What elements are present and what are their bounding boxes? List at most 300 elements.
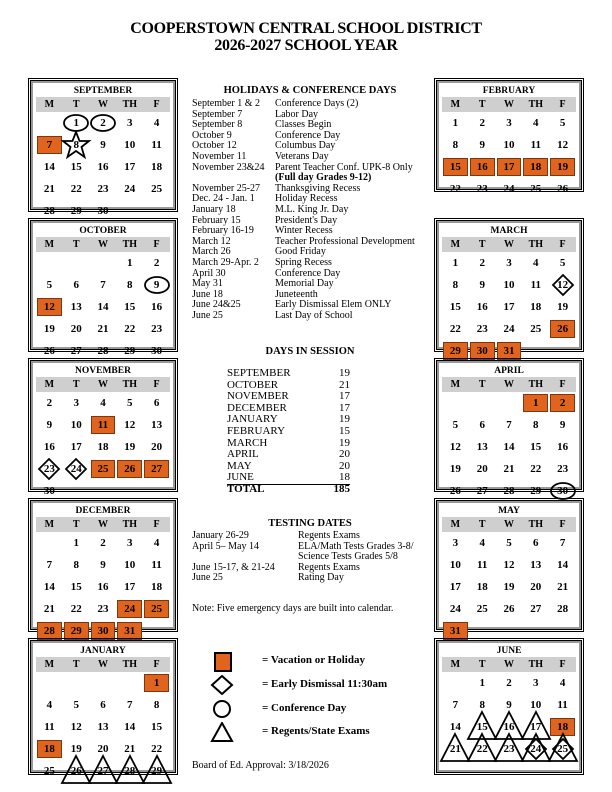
- weekday-label: W: [503, 379, 514, 390]
- list-label: March 29-Apr. 2: [192, 257, 259, 268]
- day-number: 14: [43, 161, 55, 173]
- week-row: [442, 414, 576, 436]
- day-number: 18: [97, 441, 109, 453]
- day-number: 19: [70, 743, 82, 755]
- day-number: 5: [559, 117, 566, 129]
- weekday-label: F: [153, 519, 160, 530]
- day-cell: [116, 392, 143, 414]
- list-label: September 7: [192, 108, 243, 120]
- month-title: APRIL: [494, 366, 524, 376]
- day-number: 7: [452, 699, 459, 711]
- week-row: [36, 576, 170, 598]
- list-value: Early Dismissal Elem ONLY: [275, 299, 392, 311]
- weekday-header: [442, 237, 576, 252]
- day-cell: [63, 134, 90, 156]
- day-cell: [522, 178, 549, 200]
- day-number: 7: [559, 537, 566, 549]
- week-row: [36, 760, 170, 782]
- list-value: Rating Day: [298, 572, 344, 584]
- weekday-label: F: [153, 379, 160, 390]
- day-number: 8: [73, 559, 79, 571]
- day-number: 9: [559, 419, 566, 431]
- day-cell: [90, 112, 117, 134]
- day-number: 10: [124, 559, 136, 571]
- day-number: 13: [476, 441, 488, 453]
- weekday-label: T: [72, 379, 80, 390]
- day-number: 8: [452, 279, 459, 291]
- day-number: 11: [530, 139, 541, 151]
- day-cell: [469, 576, 496, 598]
- day-number: 20: [151, 441, 163, 453]
- day-cell: [63, 576, 90, 598]
- list-value: (Full day Grades 9-12): [275, 172, 372, 184]
- day-number: 23: [151, 323, 163, 335]
- day-number: 10: [449, 559, 461, 571]
- day-number: 16: [43, 441, 55, 453]
- day-cell: [63, 274, 90, 296]
- day-cell: [116, 178, 143, 200]
- month-may: [434, 498, 584, 637]
- week-row: [442, 738, 576, 760]
- legend-label: = Vacation or Holiday: [262, 654, 365, 666]
- day-cell: [116, 156, 143, 178]
- day-cell: [496, 576, 523, 598]
- day-number: 25: [151, 603, 163, 615]
- testing-title: TESTING DATES: [268, 518, 352, 529]
- day-number: 9: [153, 279, 160, 291]
- weekday-label: F: [559, 659, 566, 670]
- day-cell: [63, 532, 90, 554]
- day-cell: [116, 414, 143, 436]
- list-label: June 25: [192, 572, 223, 584]
- day-cell: [469, 112, 496, 134]
- week-row: [36, 716, 170, 738]
- day-number: 11: [151, 139, 162, 151]
- day-number: 26: [70, 765, 82, 777]
- day-cell: [469, 672, 496, 694]
- weekday-header: [36, 517, 170, 532]
- day-cell: [90, 414, 117, 436]
- weekday-label: M: [44, 379, 55, 390]
- weekday-label: W: [503, 99, 514, 110]
- day-number: 31: [124, 625, 136, 637]
- empty-cell: [442, 392, 469, 414]
- day-number: 31: [503, 345, 515, 357]
- day-cell: [442, 436, 469, 458]
- day-number: 10: [124, 139, 136, 151]
- weekday-label: TH: [528, 99, 544, 110]
- day-cell: [549, 112, 576, 134]
- day-number: 18: [151, 161, 163, 173]
- day-cell: [469, 296, 496, 318]
- day-number: 5: [46, 279, 53, 291]
- day-cell: [442, 554, 469, 576]
- day-cell: [36, 296, 63, 318]
- day-cell: [143, 694, 170, 716]
- day-cell: [522, 134, 549, 156]
- day-cell: [522, 156, 549, 178]
- day-cell: [90, 436, 117, 458]
- weekday-header: [442, 657, 576, 672]
- day-cell: [442, 598, 469, 620]
- week-row: [442, 576, 576, 598]
- day-number: 12: [43, 301, 55, 313]
- day-number: 1: [73, 117, 79, 129]
- day-number: 12: [70, 721, 82, 733]
- day-cell: [143, 274, 170, 296]
- day-cell: [522, 112, 549, 134]
- day-cell: [469, 318, 496, 340]
- day-cell: [90, 274, 117, 296]
- day-cell: [116, 458, 143, 480]
- day-number: 25: [557, 743, 569, 755]
- day-number: 14: [503, 441, 515, 453]
- weekday-label: M: [44, 519, 55, 530]
- day-number: 9: [46, 419, 53, 431]
- day-number: 4: [559, 677, 566, 689]
- day-number: 19: [449, 463, 461, 475]
- day-number: 25: [530, 183, 542, 195]
- weekday-label: T: [72, 239, 80, 250]
- day-number: 29: [530, 485, 542, 497]
- month-march: [434, 218, 584, 357]
- day-number: 22: [151, 743, 163, 755]
- day-cell: [442, 274, 469, 296]
- day-cell: [90, 156, 117, 178]
- day-number: 12: [449, 441, 461, 453]
- weekday-label: M: [450, 239, 461, 250]
- day-number: 17: [503, 161, 515, 173]
- day-number: 3: [127, 537, 133, 549]
- day-cell: [442, 156, 469, 178]
- day-cell: [116, 576, 143, 598]
- day-number: 21: [124, 743, 136, 755]
- day-cell: [143, 414, 170, 436]
- day-cell: [442, 318, 469, 340]
- day-number: 8: [153, 699, 160, 711]
- day-number: 3: [533, 677, 539, 689]
- list-label: April 30: [192, 267, 226, 279]
- day-number: 9: [479, 139, 485, 151]
- weekday-label: TH: [122, 379, 138, 390]
- day-cell: [522, 738, 549, 760]
- day-cell: [496, 598, 523, 620]
- day-cell: [116, 436, 143, 458]
- day-cell: [63, 392, 90, 414]
- day-cell: [496, 554, 523, 576]
- weekday-label: F: [559, 239, 566, 250]
- list-value: President's Day: [275, 214, 338, 226]
- weekday-label: M: [44, 99, 55, 110]
- session-days: 19: [339, 413, 350, 426]
- day-number: 22: [70, 603, 82, 615]
- total-days: 185: [333, 483, 350, 495]
- day-cell: [496, 414, 523, 436]
- week-row: [36, 598, 170, 620]
- list-label: September 8: [192, 119, 243, 131]
- session-days: 17: [339, 390, 350, 403]
- day-number: 26: [557, 323, 569, 335]
- day-cell: [442, 134, 469, 156]
- empty-cell: [469, 392, 496, 414]
- day-number: 7: [46, 559, 53, 571]
- total-label: TOTAL: [227, 483, 265, 495]
- approval-date: Board of Ed. Approval: 3/18/2026: [192, 760, 329, 771]
- day-number: 2: [100, 537, 106, 549]
- day-number: 22: [449, 183, 461, 195]
- day-number: 22: [70, 183, 82, 195]
- session-month: MAY: [227, 459, 252, 472]
- weekday-label: TH: [528, 379, 544, 390]
- weekday-label: T: [478, 659, 486, 670]
- day-number: 15: [449, 161, 461, 173]
- list-label: October 9: [192, 129, 232, 141]
- list-value: Spring Recess: [275, 257, 332, 268]
- day-number: 13: [70, 301, 82, 313]
- day-number: 25: [97, 463, 109, 475]
- day-number: 29: [70, 205, 82, 217]
- day-number: 13: [151, 419, 163, 431]
- day-number: 3: [127, 117, 133, 129]
- day-number: 18: [43, 743, 55, 755]
- day-cell: [469, 414, 496, 436]
- day-number: 28: [43, 625, 55, 637]
- day-number: 24: [449, 603, 461, 615]
- weekday-header: [442, 377, 576, 392]
- day-cell: [442, 112, 469, 134]
- day-number: 1: [127, 257, 133, 269]
- weekday-label: TH: [528, 659, 544, 670]
- day-number: 21: [43, 183, 55, 195]
- day-cell: [522, 576, 549, 598]
- day-cell: [549, 694, 576, 716]
- day-cell: [143, 760, 170, 782]
- day-number: 22: [530, 463, 542, 475]
- day-cell: [442, 296, 469, 318]
- day-number: 12: [124, 419, 136, 431]
- week-row: [442, 318, 576, 340]
- day-number: 29: [70, 625, 82, 637]
- day-number: 3: [506, 257, 512, 269]
- session-month: SEPTEMBER: [227, 367, 291, 379]
- empty-cell: [116, 672, 143, 694]
- list-value: Holiday Recess: [275, 193, 338, 205]
- day-cell: [116, 252, 143, 274]
- emergency-note: Note: Five emergency days are built into calendar.: [192, 603, 394, 614]
- list-label: September 1 & 2: [192, 98, 261, 109]
- day-cell: [63, 296, 90, 318]
- day-number: 15: [124, 301, 136, 313]
- day-cell: [143, 598, 170, 620]
- month-february: [434, 78, 584, 195]
- weekday-label: TH: [122, 239, 138, 250]
- day-number: 30: [43, 485, 55, 497]
- day-cell: [496, 296, 523, 318]
- day-cell: [522, 672, 549, 694]
- list-label: November 23&24: [192, 161, 265, 173]
- day-cell: [522, 274, 549, 296]
- day-cell: [549, 576, 576, 598]
- day-number: 8: [127, 279, 133, 291]
- day-number: 7: [127, 699, 133, 711]
- day-cell: [36, 318, 63, 340]
- day-number: 4: [533, 257, 539, 269]
- day-cell: [549, 738, 576, 760]
- day-number: 25: [476, 603, 488, 615]
- weekday-label: F: [153, 239, 160, 250]
- day-number: 17: [503, 301, 515, 313]
- weekday-label: W: [97, 379, 108, 390]
- weekday-label: M: [450, 659, 461, 670]
- day-cell: [143, 112, 170, 134]
- day-cell: [522, 318, 549, 340]
- day-cell: [469, 738, 496, 760]
- legend-circle-icon: [210, 699, 234, 719]
- day-number: 5: [127, 397, 133, 409]
- weekday-label: TH: [122, 99, 138, 110]
- holidays-title: HOLIDAYS & CONFERENCE DAYS: [223, 85, 397, 96]
- legend-triangle-icon: [210, 722, 234, 742]
- week-row: [36, 672, 170, 694]
- list-value: Memorial Day: [275, 278, 334, 290]
- day-number: 29: [151, 765, 163, 777]
- weekday-label: TH: [528, 519, 544, 530]
- month-title: MARCH: [490, 226, 528, 236]
- day-number: 24: [503, 183, 515, 195]
- empty-cell: [442, 672, 469, 694]
- day-number: 22: [476, 743, 488, 755]
- day-cell: [116, 112, 143, 134]
- day-cell: [143, 554, 170, 576]
- session-month: APRIL: [227, 448, 259, 461]
- day-number: 24: [70, 463, 82, 475]
- list-label: January 18: [192, 204, 236, 215]
- day-number: 13: [97, 721, 109, 733]
- day-number: 23: [557, 463, 569, 475]
- day-number: 28: [503, 485, 515, 497]
- empty-cell: [63, 252, 90, 274]
- week-row: [36, 458, 170, 480]
- day-number: 23: [476, 183, 488, 195]
- week-row: [36, 112, 170, 134]
- month-title: DECEMBER: [75, 506, 131, 516]
- list-value: Last Day of School: [275, 310, 353, 321]
- day-number: 23: [43, 463, 55, 475]
- day-number: 23: [503, 743, 515, 755]
- day-number: 16: [97, 581, 109, 593]
- day-number: 2: [100, 117, 106, 129]
- day-cell: [549, 274, 576, 296]
- day-cell: [36, 716, 63, 738]
- list-label: November 11: [192, 151, 247, 162]
- weekday-label: W: [97, 99, 108, 110]
- day-number: 29: [449, 345, 461, 357]
- week-row: [36, 318, 170, 340]
- weekday-label: W: [503, 659, 514, 670]
- day-cell: [442, 252, 469, 274]
- day-cell: [116, 554, 143, 576]
- weekday-label: T: [478, 99, 486, 110]
- weekday-label: TH: [122, 519, 138, 530]
- day-number: 1: [153, 677, 160, 689]
- day-number: 19: [557, 301, 569, 313]
- session-days: 15: [339, 425, 350, 437]
- weekday-header: [442, 517, 576, 532]
- list-value: Labor Day: [275, 108, 319, 120]
- day-number: 22: [124, 323, 136, 335]
- day-cell: [63, 554, 90, 576]
- weekday-label: T: [72, 99, 80, 110]
- day-cell: [496, 156, 523, 178]
- day-cell: [496, 532, 523, 554]
- day-cell: [522, 458, 549, 480]
- day-number: 11: [557, 699, 568, 711]
- day-number: 8: [73, 139, 79, 151]
- week-row: [442, 532, 576, 554]
- week-row: [36, 554, 170, 576]
- session-month: NOVEMBER: [227, 390, 289, 403]
- day-number: 16: [476, 161, 488, 173]
- day-number: 1: [533, 397, 539, 409]
- day-number: 9: [100, 139, 106, 151]
- session-month: MARCH: [227, 436, 268, 449]
- day-cell: [442, 458, 469, 480]
- day-number: 28: [43, 205, 55, 217]
- week-row: [36, 274, 170, 296]
- day-cell: [63, 458, 90, 480]
- weekday-label: M: [450, 99, 461, 110]
- day-cell: [90, 576, 117, 598]
- day-number: 5: [506, 537, 512, 549]
- day-number: 6: [533, 537, 539, 549]
- day-number: 27: [476, 485, 488, 497]
- school-year-title: 2026-2027 SCHOOL YEAR: [214, 37, 398, 54]
- weekday-label: T: [72, 519, 80, 530]
- day-number: 26: [124, 463, 136, 475]
- day-number: 30: [557, 485, 569, 497]
- day-cell: [496, 672, 523, 694]
- day-number: 11: [97, 419, 109, 431]
- day-number: 12: [557, 139, 569, 151]
- month-november: [28, 358, 178, 497]
- day-cell: [522, 598, 549, 620]
- day-number: 17: [70, 441, 82, 453]
- day-cell: [36, 694, 63, 716]
- day-number: 16: [97, 161, 109, 173]
- weekday-label: T: [72, 659, 80, 670]
- session-days: 20: [339, 448, 350, 461]
- day-number: 11: [476, 559, 488, 571]
- district-title: COOPERSTOWN CENTRAL SCHOOL DISTRICT: [130, 20, 482, 37]
- day-number: 24: [124, 183, 136, 195]
- session-days: 19: [339, 367, 350, 379]
- list-label: June 18: [192, 288, 223, 300]
- month-title: JANUARY: [80, 646, 126, 656]
- session-days: 17: [339, 401, 350, 414]
- day-cell: [469, 274, 496, 296]
- week-row: [36, 392, 170, 414]
- day-number: 27: [70, 345, 82, 357]
- weekday-label: M: [44, 659, 55, 670]
- day-cell: [143, 436, 170, 458]
- week-row: [442, 178, 576, 200]
- day-cell: [116, 532, 143, 554]
- day-number: 3: [452, 537, 459, 549]
- day-number: 16: [151, 301, 163, 313]
- day-number: 4: [153, 537, 160, 549]
- list-value: Conference Days (2): [275, 98, 359, 109]
- day-cell: [469, 156, 496, 178]
